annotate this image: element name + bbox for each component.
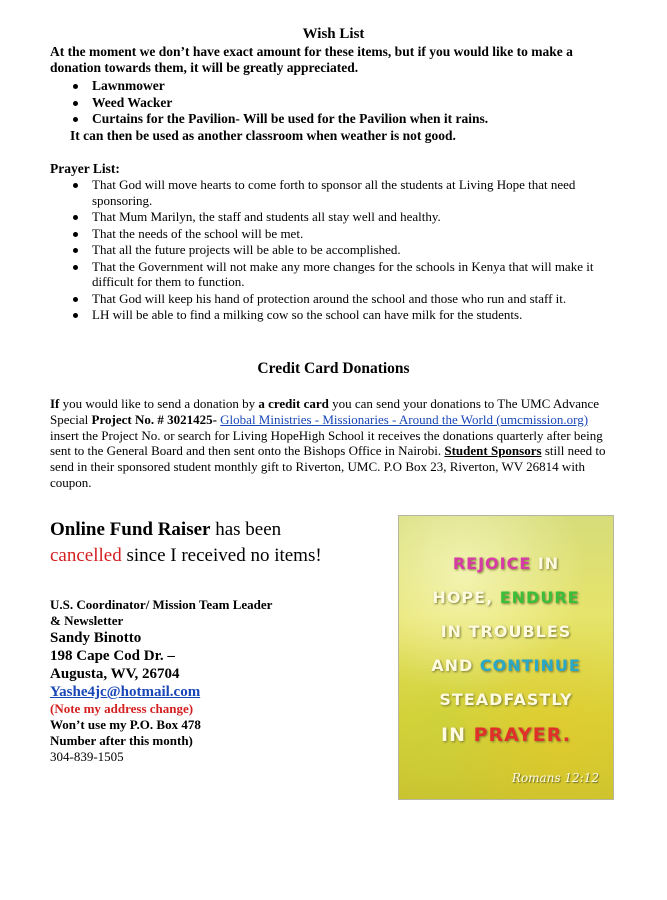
project-number: Project No. # 3021425- [91, 411, 217, 427]
poster-line [399, 622, 613, 641]
list-item: Curtains for the Pavilion- Will be used for the Pavilion when it rains. [70, 111, 610, 128]
poster-line [399, 554, 613, 573]
credit-card-title: Credit Card Donations [257, 360, 410, 377]
cancelled-label: cancelled [50, 545, 122, 566]
credit-card-paragraph [50, 396, 610, 491]
fund-text: has been [210, 519, 282, 540]
poster-line [399, 588, 613, 607]
list-item: That all the future projects will be able to be accomplished. [70, 242, 600, 258]
credit-text: you would like to send a donation by [59, 396, 259, 411]
contact-email-link[interactable]: Yashe4jc@hotmail.com [50, 684, 201, 700]
list-item: LH will be able to find a milking cow so the school can have milk for the students. [70, 307, 600, 323]
poster-word: STEADFASTLY [439, 690, 573, 709]
poster-word: PRAYER. [473, 724, 571, 746]
contact-city: Augusta, WV, 26704 [50, 666, 180, 682]
poster-word: IN TROUBLES [440, 622, 572, 641]
poster-word: CONTINUE [479, 656, 581, 675]
credit-text: you can send your donations to The UMC Advance Special [50, 396, 600, 427]
wish-list-title: Wish List [302, 26, 365, 42]
wish-list [70, 78, 610, 128]
poster-word: REJOICE [452, 554, 532, 573]
poster-word: HOPE, [432, 588, 500, 607]
list-item: Weed Wacker [70, 95, 610, 112]
scripture-poster [398, 515, 614, 800]
list-item: That the needs of the school will be met. [70, 226, 600, 242]
poster-word: IN [441, 724, 474, 746]
credit-text: still need to send in their sponsored student monthly gift to Riverton, UMC. P.O Box 23, Riverton, WV 26814 with coupon. [50, 443, 606, 490]
poster-word: IN [531, 554, 560, 573]
credit-text: a credit card [258, 396, 329, 411]
contact-phone: 304-839-1505 [50, 749, 124, 764]
prayer-list [70, 177, 600, 324]
pobox-note: Number after this month) [50, 733, 193, 748]
list-item: That God will move hearts to come forth to sponsor all the students at Living Hope that need sponsoring. [70, 177, 600, 208]
contact-street: 198 Cape Cod Dr. – [50, 648, 175, 664]
list-item: Lawnmower [70, 78, 610, 95]
prayer-list-title: Prayer List: [50, 161, 120, 176]
contact-block [50, 597, 350, 765]
fund-raiser-notice [50, 517, 390, 569]
credit-text: If [50, 396, 60, 411]
poster-line [399, 690, 613, 709]
list-item: That God will keep his hand of protection around the school and those who run and staff it. [70, 291, 600, 307]
credit-text: insert the Project No. or search for Living HopeHigh School it receives the donations quarterly after being sent to the General Board and then sent onto the Bishops Office in Nairobi. [50, 427, 603, 459]
pobox-note: Won’t use my P.O. Box 478 [50, 717, 201, 732]
contact-role: U.S. Coordinator/ Mission Team Leader [50, 597, 273, 612]
list-item: That Mum Marilyn, the staff and students all stay well and healthy. [70, 209, 600, 225]
poster-line [399, 724, 613, 746]
contact-role: & Newsletter [50, 613, 124, 628]
fund-raiser-label: Online Fund Raiser [50, 519, 211, 540]
list-item: That the Government will not make any more changes for the schools in Kenya that will make it difficult for them to function. [70, 259, 600, 290]
wish-list-intro: At the moment we don’t have exact amount for these items, but if you would like to make a donation towards them, it will be greatly appreciated. [50, 44, 573, 75]
global-ministries-link[interactable]: Global Ministries - Missionaries - Around the World (umcmission.org) [220, 411, 589, 427]
student-sponsors-label: Student Sponsors [444, 443, 542, 459]
wish-list-note: It can then be used as another classroom when weather is not good. [70, 128, 456, 143]
poster-word: ENDURE [499, 588, 580, 607]
poster-word: AND [431, 656, 480, 675]
address-change-note: (Note my address change) [50, 701, 194, 716]
contact-name: Sandy Binotto [50, 630, 142, 646]
fund-text: since I received no items! [121, 545, 322, 566]
poster-line [399, 656, 613, 675]
scripture-reference: Romans 12:12 [511, 771, 599, 785]
